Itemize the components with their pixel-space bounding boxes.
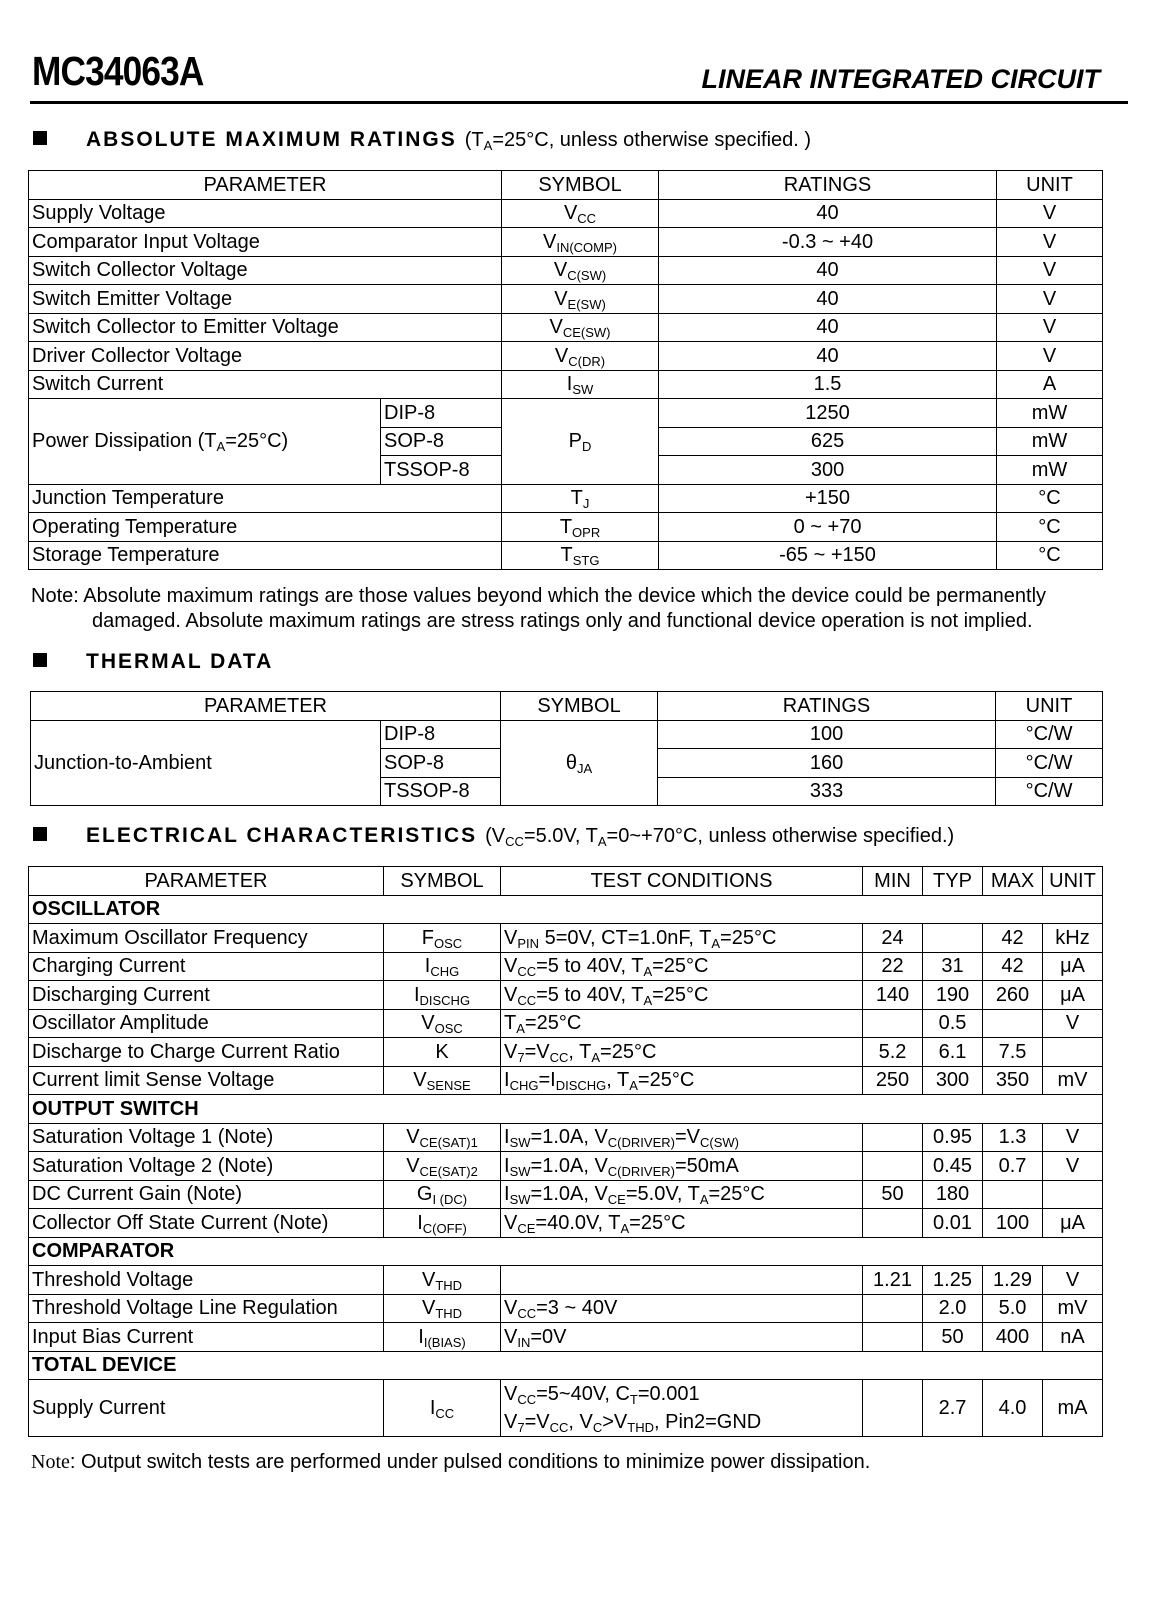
unit-cell: V — [997, 313, 1103, 342]
table-row: TSSOP-8 333 °C/W — [31, 777, 1103, 806]
symbol-cell: $I_{C(OFF)}$ — [384, 1209, 501, 1238]
table-row — [29, 541, 1103, 570]
table-row — [29, 370, 1103, 399]
table-row — [29, 313, 1103, 342]
param-cell: Supply Voltage — [29, 199, 502, 228]
symbol-cell: $V_{IN(COMP)}$ — [502, 228, 659, 257]
unit-cell: °C — [997, 513, 1103, 542]
table-header-row: PARAMETER SYMBOL TEST CONDITIONS MIN TYP MAX UNIT — [29, 867, 1103, 896]
condition-cell: $V_{CC}=5$ to 40V, $T_A=25^\circ C$ — [501, 981, 863, 1010]
unit-cell: V — [997, 285, 1103, 314]
condition-cell — [501, 1266, 863, 1295]
symbol-cell: $V_{CE(SW)}$ — [502, 313, 659, 342]
condition-cell: $V_7=V_{CC}$, $T_A=25^\circ C$ — [501, 1038, 863, 1067]
rating-cell: -65 ~ +150 — [659, 541, 997, 570]
thermal-table — [30, 691, 1103, 806]
symbol-cell: $I_{DISCHG}$ — [384, 981, 501, 1010]
symbol-cell: $V_{C(DR)}$ — [502, 342, 659, 371]
elec-heading: ELECTRICAL CHARACTERISTICS ($V_{CC}=5.0V$, $T_A=0\sim+70^\circ C$, unless otherwise specified.) — [33, 824, 954, 848]
rating-cell: 40 — [659, 313, 997, 342]
param-cell: Junction Temperature — [29, 484, 502, 513]
table-row: Supply Current $I_{CC}$ $V_{CC}=5\sim 40V$, $C_T=0.001$ $V_7=V_{CC}$, $V_C>V_{THD}$, Pin2=GND 2.7 4.0 mA — [29, 1380, 1103, 1437]
symbol-cell: $V_{THD}$ — [384, 1294, 501, 1323]
symbol-cell: $V_{SENSE}$ — [384, 1066, 501, 1095]
condition-cell: $I_{SW}=1.0A$, $V_{CE}=5.0V$, $T_A=25^\circ C$ — [501, 1180, 863, 1209]
condition-cell: $V_{PIN}$ 5=0V, CT=1.0nF, $T_A=25^\circ C$ — [501, 924, 863, 953]
rating-cell: +150 — [659, 484, 997, 513]
abs-max-heading: ABSOLUTE MAXIMUM RATINGS ($T_A=25^\circ C$, unless otherwise specified. ) — [33, 128, 811, 152]
rating-cell: -0.3 ~ +40 — [659, 228, 997, 257]
rating-cell: 40 — [659, 285, 997, 314]
symbol-cell: $V_{CE(SAT)2}$ — [384, 1152, 501, 1181]
symbol-cell: $V_{CC}$ — [502, 199, 659, 228]
part-number: MC34063A — [32, 48, 204, 94]
param-cell: Operating Temperature — [29, 513, 502, 542]
thermal-heading: THERMAL DATA — [33, 650, 273, 674]
condition-cell: $I_{CHG}=I_{DISCHG}$, $T_A=25^\circ C$ — [501, 1066, 863, 1095]
symbol-cell: K — [384, 1038, 501, 1067]
table-row — [29, 342, 1103, 371]
unit-cell: V — [997, 199, 1103, 228]
bullet-icon — [33, 131, 47, 145]
symbol-cell: $T_J$ — [502, 484, 659, 513]
condition-cell: $I_{SW}=1.0A$, $V_{C(DRIVER)}=V_{C(SW)}$ — [501, 1123, 863, 1152]
table-row — [29, 513, 1103, 542]
param-cell: Storage Temperature — [29, 541, 502, 570]
table-row: Saturation Voltage 1 (Note) $V_{CE(SAT)1}$ $I_{SW}=1.0A$, $V_{C(DRIVER)}=V_{C(SW)}$ 0.95 1.3 V — [29, 1123, 1103, 1152]
rating-cell: 40 — [659, 256, 997, 285]
elec-note: Note: Output switch tests are performed under pulsed conditions to minimize power dissipation. — [31, 1451, 871, 1473]
param-cell: Comparator Input Voltage — [29, 228, 502, 257]
table-row — [29, 228, 1103, 257]
table-row — [29, 285, 1103, 314]
symbol-cell: $F_{OSC}$ — [384, 924, 501, 953]
rating-cell: 0 ~ +70 — [659, 513, 997, 542]
symbol-cell: $V_{E(SW)}$ — [502, 285, 659, 314]
group-row: COMPARATOR — [29, 1237, 1103, 1266]
document-category: LINEAR INTEGRATED CIRCUIT — [701, 64, 1100, 94]
symbol-cell: $P_D$ — [502, 399, 659, 485]
abs-max-table — [28, 170, 1103, 570]
table-row: Charging Current $I_{CHG}$ $V_{CC}=5$ to 40V, $T_A=25^\circ C$ 22 31 42 μA — [29, 952, 1103, 981]
symbol-cell: $V_{CE(SAT)1}$ — [384, 1123, 501, 1152]
unit-cell: V — [997, 256, 1103, 285]
symbol-cell: $I_{I(BIAS)}$ — [384, 1323, 501, 1352]
unit-cell: °C — [997, 541, 1103, 570]
table-row: TSSOP-8 300 mW — [29, 456, 1103, 485]
param-cell: Switch Collector to Emitter Voltage — [29, 313, 502, 342]
symbol-cell: $I_{CHG}$ — [384, 952, 501, 981]
table-row: Saturation Voltage 2 (Note) $V_{CE(SAT)2}$ $I_{SW}=1.0A$, $V_{C(DRIVER)}=50mA$ 0.45 0.7 V — [29, 1152, 1103, 1181]
abs-note-line1: Note: Absolute maximum ratings are those values beyond which the device which the device could be permanently — [31, 585, 1047, 607]
elec-conditions: ($V_{CC}=5.0V$, $T_A=0\sim+70^\circ C$, unless otherwise specified.) — [485, 825, 955, 849]
param-cell: Switch Current — [29, 370, 502, 399]
symbol-cell: $I_{SW}$ — [502, 370, 659, 399]
table-row: Current limit Sense Voltage $V_{SENSE}$ $I_{CHG}=I_{DISCHG}$, $T_A=25^\circ C$ 250 300 350 mV — [29, 1066, 1103, 1095]
symbol-cell: $G_{I (DC)}$ — [384, 1180, 501, 1209]
condition-cell: $V_{IN}=0V$ — [501, 1323, 863, 1352]
condition-cell: $I_{SW}=1.0A$, $V_{C(DRIVER)}=50mA$ — [501, 1152, 863, 1181]
table-row: Threshold Voltage $V_{THD}$ 1.21 1.25 1.29 V — [29, 1266, 1103, 1295]
symbol-cell: $V_{THD}$ — [384, 1266, 501, 1295]
abs-max-conditions: ($T_A=25^\circ C$, unless otherwise specified. ) — [464, 129, 812, 153]
table-header-row: PARAMETER SYMBOL RATINGS UNIT — [31, 692, 1103, 721]
condition-cell: $V_{CC}=5\sim 40V$, $C_T=0.001$ $V_7=V_{CC}$, $V_C>V_{THD}$, Pin2=GND — [501, 1380, 863, 1437]
group-row: OSCILLATOR — [29, 895, 1103, 924]
table-row: Power Dissipation $(T_A=25^\circ C)$ DIP-8 $P_D$ 1250 mW — [29, 399, 1103, 428]
symbol-cell: $I_{CC}$ — [384, 1380, 501, 1437]
header-rule — [30, 101, 1128, 104]
table-row — [29, 484, 1103, 513]
table-row — [29, 199, 1103, 228]
table-row: Input Bias Current $I_{I(BIAS)}$ $V_{IN}=0V$ 50 400 nA — [29, 1323, 1103, 1352]
table-row: Discharge to Charge Current Ratio K $V_7=V_{CC}$, $T_A=25^\circ C$ 5.2 6.1 7.5 — [29, 1038, 1103, 1067]
table-header-row: PARAMETER SYMBOL RATINGS UNIT — [29, 171, 1103, 200]
bullet-icon — [33, 653, 47, 667]
symbol-cell: $\theta_{JA}$ — [501, 720, 658, 806]
table-row: Discharging Current $I_{DISCHG}$ $V_{CC}=5$ to 40V, $T_A=25^\circ C$ 140 190 260 μA — [29, 981, 1103, 1010]
symbol-cell: $V_{C(SW)}$ — [502, 256, 659, 285]
table-row: SOP-8 160 °C/W — [31, 749, 1103, 778]
table-row: Maximum Oscillator Frequency $F_{OSC}$ $V_{PIN}$ 5=0V, CT=1.0nF, $T_A=25^\circ C$ 24 42 kHz — [29, 924, 1103, 953]
symbol-cell: $T_{STG}$ — [502, 541, 659, 570]
param-cell: Power Dissipation $(T_A=25^\circ C)$ — [29, 399, 381, 485]
table-row: Oscillator Amplitude $V_{OSC}$ $T_A=25^\circ C$ 0.5 V — [29, 1009, 1103, 1038]
condition-cell: $T_A=25^\circ C$ — [501, 1009, 863, 1038]
unit-cell: A — [997, 370, 1103, 399]
group-row: OUTPUT SWITCH — [29, 1095, 1103, 1124]
bullet-icon — [33, 827, 47, 841]
table-row — [29, 256, 1103, 285]
condition-cell: $V_{CC}=3$ ~ 40V — [501, 1294, 863, 1323]
table-row: Junction-to-Ambient DIP-8 $\theta_{JA}$ 100 °C/W — [31, 720, 1103, 749]
elec-table — [28, 866, 1103, 1437]
abs-note-line2: damaged. Absolute maximum ratings are stress ratings only and functional device operation is not implied. — [92, 610, 1033, 632]
rating-cell: 1.5 — [659, 370, 997, 399]
table-row: SOP-8 625 mW — [29, 427, 1103, 456]
table-row: Collector Off State Current (Note) $I_{C(OFF)}$ $V_{CE}=40.0V$, $T_A=25^\circ C$ 0.01 100 μA — [29, 1209, 1103, 1238]
symbol-cell: $T_{OPR}$ — [502, 513, 659, 542]
rating-cell: 40 — [659, 199, 997, 228]
condition-cell: $V_{CC}=5$ to 40V, $T_A=25^\circ C$ — [501, 952, 863, 981]
unit-cell: V — [997, 342, 1103, 371]
param-cell: Switch Collector Voltage — [29, 256, 502, 285]
table-row: Threshold Voltage Line Regulation $V_{THD}$ $V_{CC}=3$ ~ 40V 2.0 5.0 mV — [29, 1294, 1103, 1323]
unit-cell: °C — [997, 484, 1103, 513]
condition-cell: $V_{CE}=40.0V$, $T_A=25^\circ C$ — [501, 1209, 863, 1238]
param-cell: Driver Collector Voltage — [29, 342, 502, 371]
symbol-cell: $V_{OSC}$ — [384, 1009, 501, 1038]
param-cell: Switch Emitter Voltage — [29, 285, 502, 314]
unit-cell: V — [997, 228, 1103, 257]
group-row: TOTAL DEVICE — [29, 1351, 1103, 1380]
table-row: DC Current Gain (Note) $G_{I (DC)}$ $I_{SW}=1.0A$, $V_{CE}=5.0V$, $T_A=25^\circ C$ 50 180 — [29, 1180, 1103, 1209]
rating-cell: 40 — [659, 342, 997, 371]
